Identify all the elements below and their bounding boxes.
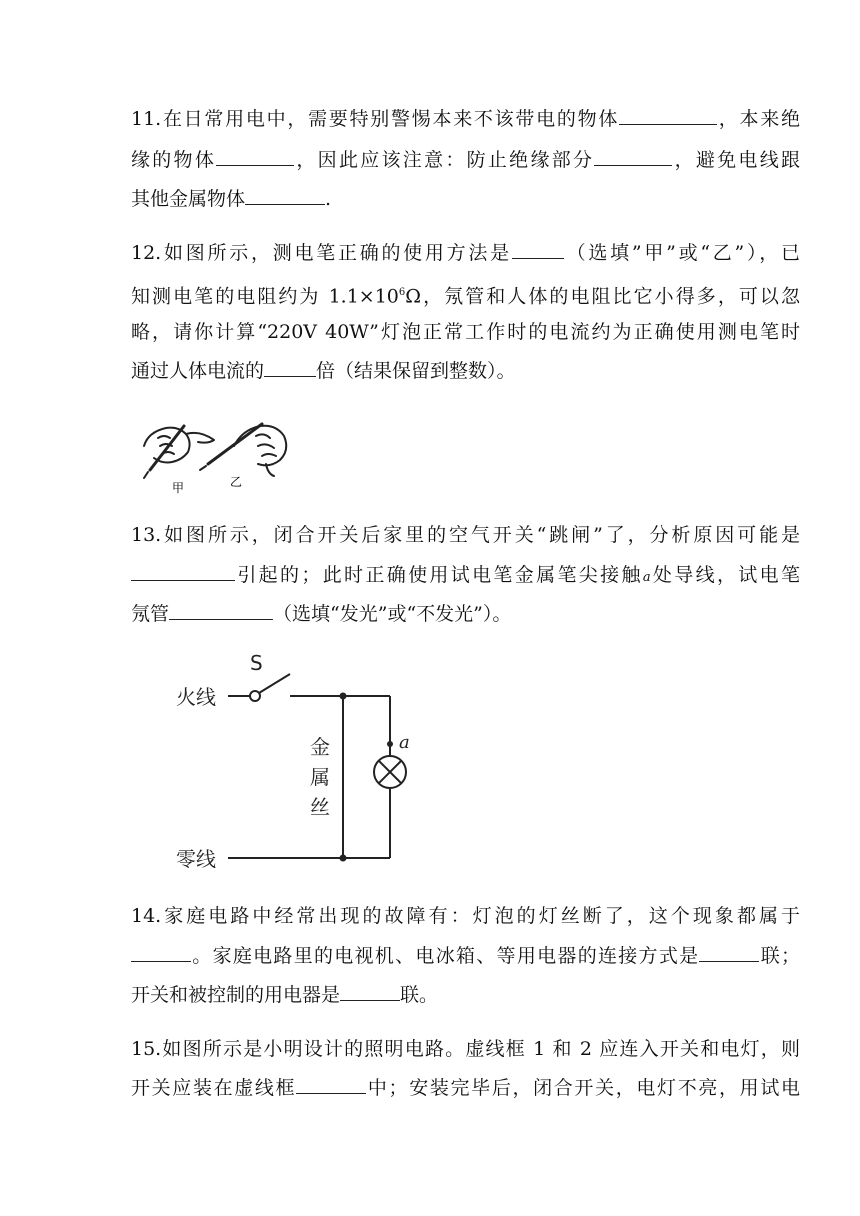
answer-blank[interactable]: [619, 107, 717, 125]
neutral-wire-label: 零线: [176, 847, 216, 871]
answer-blank[interactable]: [340, 983, 400, 1001]
answer-blank[interactable]: [512, 241, 564, 259]
metal-wire-label: 属: [310, 765, 330, 789]
q14-line-3: 开关和被控制的用电器是 联。: [131, 984, 439, 1006]
metal-wire-label: 丝: [310, 795, 330, 819]
q12-line-1: 12.如图所示，测电笔正确的使用方法是 （选填”甲”或“乙”），已: [131, 242, 801, 264]
answer-blank[interactable]: [264, 359, 316, 377]
answer-blank[interactable]: [169, 602, 273, 620]
test-pen-figure: [138, 412, 298, 494]
circuit-diagram: [150, 648, 410, 878]
metal-wire-label: 金: [310, 735, 330, 759]
switch-blade: [259, 674, 290, 693]
answer-blank[interactable]: [216, 148, 294, 166]
answer-blank[interactable]: [296, 1076, 366, 1094]
junction-dot: [340, 693, 347, 700]
figure-label-yi: 乙: [230, 475, 243, 489]
point-a-label: a: [399, 732, 410, 753]
live-wire-label: 火线: [176, 685, 216, 709]
point-a-dot: [387, 741, 393, 747]
answer-blank[interactable]: [699, 944, 759, 962]
switch-label: S: [250, 651, 263, 675]
q15-line-2: 开关应装在虚线框 中；安装完毕后，闭合开关，电灯不亮，用试电: [131, 1077, 800, 1099]
q14-line-1: 14.家庭电路中经常出现的故障有：灯泡的灯丝断了，这个现象都属于: [131, 905, 800, 927]
q14-line-2: 。家庭电路里的电视机、电冰箱、等用电器的连接方式是 联；: [131, 944, 800, 968]
q11-line-1: 11.在日常用电中，需要特别警惕本来不该带电的物体 ，本来绝: [131, 108, 800, 130]
q13-line-3: 氖管 （选填“发光”或“不发光”）。: [131, 603, 512, 625]
q12-line-2: 知测电笔的电阻约为 $1.1\times 10^6\Omega$，氖管和人体的电阻比它小得多，可以忽: [131, 285, 800, 308]
answer-blank[interactable]: [594, 148, 672, 166]
answer-blank[interactable]: [245, 187, 325, 205]
answer-blank[interactable]: [131, 944, 191, 962]
switch-contact-icon: [250, 691, 260, 701]
q13-line-1: 13.如图所示，闭合开关后家里的空气开关“跳闸”了，分析原因可能是: [131, 524, 800, 546]
junction-dot: [340, 855, 347, 862]
q11-line-3: 其他金属物体 .: [131, 188, 332, 210]
answer-blank[interactable]: [131, 563, 235, 581]
q13-line-2: 引起的；此时正确使用试电笔金属笔尖接触a处导线，试电笔: [131, 563, 800, 590]
q11-line-2: 缘的物体 ，因此应该注意：防止绝缘部分 ，避免电线跟: [131, 149, 800, 171]
q12-line-4: 通过人体电流的 倍（结果保留到整数）。: [131, 360, 516, 382]
q12-line-3: 略，请你计算“220V 40W”灯泡正常工作时的电流约为正确使用测电笔时: [131, 321, 800, 343]
figure-label-jia: 甲: [172, 481, 185, 494]
q15-line-1: 15.如图所示是小明设计的照明电路。虚线框 1 和 2 应连入开关和电灯，则: [131, 1038, 800, 1060]
